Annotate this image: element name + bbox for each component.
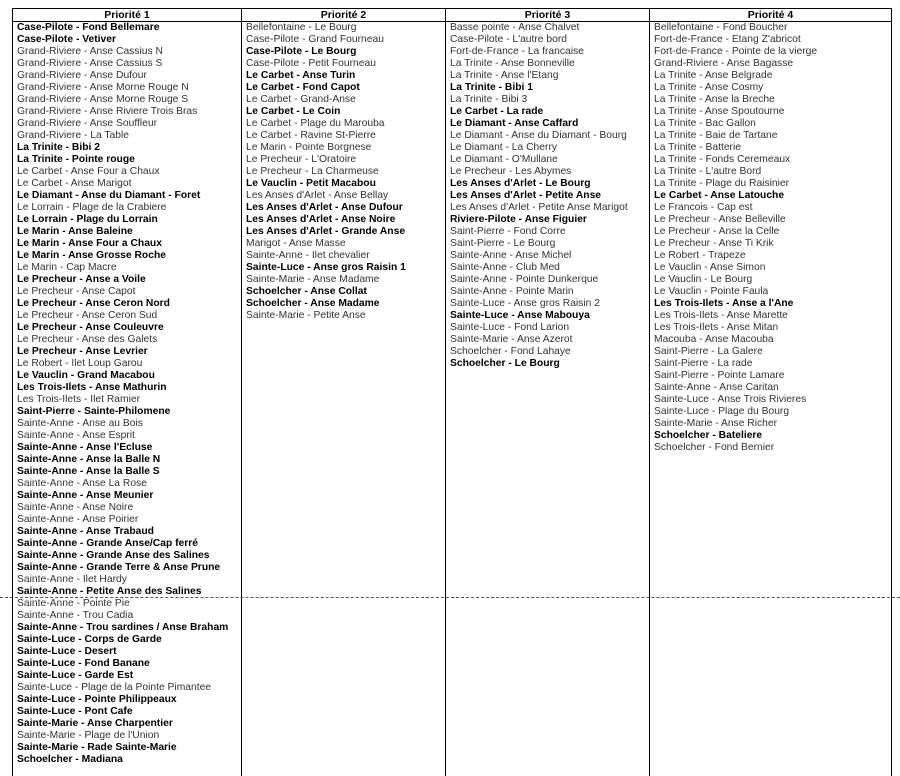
table-cell[interactable]: Saint-Pierre - Fond Corre: [450, 226, 566, 237]
table-cell[interactable]: Grand-Riviere - Anse Cassius N: [17, 46, 163, 57]
table-cell[interactable]: Case-Pilote - Fond Bellemare: [17, 22, 160, 33]
table-cell[interactable]: La Trinite - Baie de Tartane: [654, 130, 778, 141]
table-cell[interactable]: Le Francois - Cap est: [654, 202, 753, 213]
table-cell[interactable]: La Trinite - Anse Bonneville: [450, 58, 575, 69]
table-cell[interactable]: Case-Pilote - Vetiver: [17, 34, 117, 45]
table-cell[interactable]: Le Marin - Pointe Borgnese: [246, 142, 372, 153]
table-cell[interactable]: Le Vauclin - Pointe Faula: [654, 286, 769, 297]
table-cell[interactable]: Le Precheur - Anse Ceron Sud: [17, 310, 158, 321]
table-cell[interactable]: Sainte-Luce - Plage du Bourg: [654, 406, 790, 417]
table-cell[interactable]: Grand-Riviere - Anse Dufour: [17, 70, 147, 81]
table-cell[interactable]: Sainte-Anne - Anse Poirier: [17, 514, 139, 525]
table-cell[interactable]: Les Trois-Ilets - Anse a l'Ane: [654, 298, 794, 309]
table-cell[interactable]: Sainte-Luce - Desert: [17, 646, 117, 657]
table-cell[interactable]: Sainte-Luce - Fond Larion: [450, 322, 570, 333]
table-cell[interactable]: Le Carbet - Anse Marigot: [17, 178, 132, 189]
table-cell[interactable]: Grand-Riviere - Anse Morne Rouge S: [17, 94, 189, 105]
table-cell[interactable]: Sainte-Marie - Plage de l'Union: [17, 730, 160, 741]
table-cell[interactable]: Sainte-Marie - Anse Azerot: [450, 334, 573, 345]
table-cell[interactable]: La Trinite - Anse Belgrade: [654, 70, 773, 81]
table-cell[interactable]: Le Vauclin - Grand Macabou: [17, 370, 155, 381]
table-cell[interactable]: Sainte-Anne - Anse au Bois: [17, 418, 143, 429]
table-cell[interactable]: Le Carbet - Grand-Anse: [246, 94, 356, 105]
table-cell[interactable]: Les Trois-Ilets - Anse Marette: [654, 310, 788, 321]
table-cell[interactable]: Case-Pilote - Grand Fourneau: [246, 34, 384, 45]
table-cell[interactable]: Le Lorrain - Plage de la Crabiere: [17, 202, 167, 213]
table-cell[interactable]: Sainte-Anne - Grande Anse/Cap ferré: [17, 538, 198, 549]
table-cell[interactable]: Sainte-Anne - Anse Meunier: [17, 490, 154, 501]
table-cell[interactable]: Riviere-Pilote - Anse Figuier: [450, 214, 587, 225]
table-cell[interactable]: Le Carbet - Anse Turin: [246, 70, 356, 81]
table-cell[interactable]: Le Precheur - Anse Belleville: [654, 214, 786, 225]
table-cell[interactable]: Le Precheur - Anse Levrier: [17, 346, 148, 357]
column-priorite-1: [13, 22, 241, 766]
table-cell[interactable]: Le Precheur - Anse Couleuvre: [17, 322, 164, 333]
table-cell[interactable]: Fort-de-France - Pointe de la vierge: [654, 46, 818, 57]
table-cell[interactable]: Le Marin - Cap Macre: [17, 262, 117, 273]
table-cell[interactable]: Sainte-Luce - Corps de Garde: [17, 634, 162, 645]
table-cell[interactable]: Sainte-Marie - Anse Madame: [246, 274, 380, 285]
table-cell[interactable]: La Trinite - Anse Spoutourne: [654, 106, 785, 117]
table-cell[interactable]: Le Marin - Anse Baleine: [17, 226, 133, 237]
table-cell[interactable]: Sainte-Luce - Anse gros Raisin 1: [246, 262, 406, 273]
table-cell[interactable]: Le Diamant - Anse du Diamant - Bourg: [450, 130, 627, 141]
table-cell[interactable]: Sainte-Luce - Plage de la Pointe Pimantee: [17, 682, 212, 693]
table-cell[interactable]: Les Trois-Ilets - Anse Mathurin: [17, 382, 167, 393]
table-cell[interactable]: Schoelcher - Anse Madame: [246, 298, 380, 309]
table-cell[interactable]: Schoelcher - Fond Bernier: [654, 442, 775, 453]
table-cell[interactable]: La Trinite - Bibi 3: [450, 94, 528, 105]
table-cell[interactable]: La Trinite - Plage du Raisinier: [654, 178, 790, 189]
table-cell[interactable]: Sainte-Luce - Pointe Philippeaux: [17, 694, 177, 705]
table-cell[interactable]: La Trinite - Pointe rouge: [17, 154, 135, 165]
table-cell[interactable]: Sainte-Anne - Anse Esprit: [17, 430, 135, 441]
table-cell[interactable]: Le Precheur - Les Abymes: [450, 166, 572, 177]
table-cell[interactable]: Saint-Pierre - Sainte-Philomene: [17, 406, 171, 417]
table-cell[interactable]: Basse pointe - Anse Chalvet: [450, 22, 580, 33]
table-cell[interactable]: Sainte-Anne - Anse la Balle N: [17, 454, 161, 465]
column-priorite-3: [446, 22, 649, 370]
table-cell[interactable]: Le Diamant - La Cherry: [450, 142, 558, 153]
table-cell[interactable]: Grand-Riviere - Anse Riviere Trois Bras: [17, 106, 198, 117]
column-priorite-4: [650, 22, 891, 454]
table-cell[interactable]: Saint-Pierre - La rade: [654, 358, 753, 369]
grid-line-5: [891, 8, 892, 776]
table-cell[interactable]: Le Precheur - L'Oratoire: [246, 154, 357, 165]
table-cell[interactable]: Sainte-Marie - Rade Sainte-Marie: [17, 742, 177, 753]
table-cell[interactable]: Grand-Riviere - Anse Bagasse: [654, 58, 794, 69]
table-cell[interactable]: Le Robert - Ilet Loup Garou: [17, 358, 143, 369]
table-cell[interactable]: Sainte-Luce - Anse Mabouya: [450, 310, 590, 321]
table-cell[interactable]: Le Precheur - Anse a Voile: [17, 274, 146, 285]
table-cell[interactable]: Le Robert - Trapeze: [654, 250, 746, 261]
table-cell[interactable]: Fort-de-France - La francaise: [450, 46, 584, 57]
table-cell[interactable]: Les Anses d'Arlet - Anse Noire: [246, 214, 396, 225]
table-cell[interactable]: Les Anses d'Arlet - Petite Anse: [450, 190, 602, 201]
table-cell[interactable]: Le Carbet - La rade: [450, 106, 544, 117]
table-cell[interactable]: Le Carbet - Le Coin: [246, 106, 341, 117]
table-cell[interactable]: Sainte-Anne - Pointe Dunkerque: [450, 274, 599, 285]
table-cell[interactable]: Schoelcher - Anse Collat: [246, 286, 367, 297]
table-cell[interactable]: Sainte-Marie - Petite Anse: [246, 310, 366, 321]
table-cell[interactable]: Case-Pilote - L'autre bord: [450, 34, 568, 45]
table-cell[interactable]: Schoelcher - Le Bourg: [450, 358, 560, 369]
table-cell[interactable]: Le Carbet - Plage du Marouba: [246, 118, 385, 129]
table-cell[interactable]: Sainte-Anne - Ilet Hardy: [17, 574, 127, 585]
header-priorite-3[interactable]: Priorité 3: [524, 9, 571, 21]
table-cell[interactable]: Bellefontaine - Fond Boucher: [654, 22, 788, 33]
table-cell[interactable]: Les Anses d'Arlet - Anse Bellay: [246, 190, 389, 201]
table-cell[interactable]: Sainte-Anne - Petite Anse des Salines: [17, 586, 202, 597]
table-cell[interactable]: La Trinite - Anse Cosmy: [654, 82, 764, 93]
table-cell[interactable]: Sainte-Anne - Trou sardines / Anse Braham: [17, 622, 229, 633]
table-cell[interactable]: Le Precheur - Anse la Celle: [654, 226, 780, 237]
table-cell[interactable]: Les Anses d'Arlet - Grande Anse: [246, 226, 406, 237]
table-cell[interactable]: La Trinite - Fonds Ceremeaux: [654, 154, 791, 165]
table-cell[interactable]: Saint-Pierre - Le Bourg: [450, 238, 556, 249]
table-cell[interactable]: Schoelcher - Bateliere: [654, 430, 763, 441]
table-cell[interactable]: Sainte-Anne - Club Med: [450, 262, 560, 273]
table-cell[interactable]: Sainte-Anne - Anse Michel: [450, 250, 572, 261]
table-cell[interactable]: Sainte-Anne - Pointe Pie: [17, 598, 130, 609]
table-cell[interactable]: Bellefontaine - Le Bourg: [246, 22, 357, 33]
table-cell[interactable]: La Trinite - Bibi 1: [450, 82, 533, 93]
table-cell[interactable]: Fort-de-France - Etang Z'abricot: [654, 34, 801, 45]
table-cell[interactable]: Le Carbet - Anse Four a Chaux: [17, 166, 160, 177]
table-cell[interactable]: Sainte-Luce - Garde Est: [17, 670, 134, 681]
table-cell[interactable]: Sainte-Anne - Anse Noire: [17, 502, 134, 513]
table-cell[interactable]: Saint-Pierre - Pointe Lamare: [654, 370, 785, 381]
table-cell[interactable]: Les Anses d'Arlet - Le Bourg: [450, 178, 591, 189]
header-priorite-4[interactable]: Priorité 4: [747, 9, 794, 21]
table-cell[interactable]: Le Vauclin - Petit Macabou: [246, 178, 376, 189]
table-cell[interactable]: Case-Pilote - Le Bourg: [246, 46, 357, 57]
table-cell[interactable]: Le Diamant - O'Mullane: [450, 154, 558, 165]
table-cell[interactable]: Sainte-Marie - Anse Charpentier: [17, 718, 173, 729]
table-cell[interactable]: Sainte-Anne - Anse Trabaud: [17, 526, 154, 537]
table-cell[interactable]: La Trinite - Bac Gallon: [654, 118, 756, 129]
table-cell[interactable]: La Trinite - Anse l'Etang: [450, 70, 559, 81]
table-cell[interactable]: Le Precheur - Anse Capot: [17, 286, 136, 297]
table-cell[interactable]: Sainte-Luce - Fond Banane: [17, 658, 150, 669]
table-cell[interactable]: Le Precheur - Anse Ceron Nord: [17, 298, 170, 309]
table-cell[interactable]: Sainte-Anne - Grande Anse des Salines: [17, 550, 210, 561]
table-cell[interactable]: La Trinite - Anse la Breche: [654, 94, 775, 105]
table-cell[interactable]: Sainte-Anne - Pointe Marin: [450, 286, 574, 297]
table-cell[interactable]: Le Carbet - Fond Capot: [246, 82, 360, 93]
table-cell[interactable]: Sainte-Marie - Anse Richer: [654, 418, 778, 429]
table-cell[interactable]: Le Precheur - Anse des Galets: [17, 334, 158, 345]
table-cell[interactable]: Le Precheur - Anse Ti Krik: [654, 238, 774, 249]
table-cell[interactable]: Sainte-Luce - Anse Trois Rivieres: [654, 394, 807, 405]
table-cell[interactable]: La Trinite - Batterie: [654, 142, 741, 153]
table-cell[interactable]: Schoelcher - Madiana: [17, 754, 123, 765]
table-cell[interactable]: Saint-Pierre - La Galere: [654, 346, 763, 357]
table-cell[interactable]: Sainte-Anne - Ilet chevalier: [246, 250, 370, 261]
table-cell[interactable]: Macouba - Anse Macouba: [654, 334, 774, 345]
table-cell[interactable]: Les Anses d'Arlet - Anse Dufour: [246, 202, 403, 213]
table-cell[interactable]: Le Carbet - Ravine St-Pierre: [246, 130, 376, 141]
table-cell[interactable]: Marigot - Anse Masse: [246, 238, 346, 249]
table-cell[interactable]: Le Diamant - Anse Caffard: [450, 118, 579, 129]
column-priorite-2: [242, 22, 445, 322]
table-cell[interactable]: Sainte-Anne - Grande Terre & Anse Prune: [17, 562, 221, 573]
table-cell[interactable]: Le Carbet - Anse Latouche: [654, 190, 785, 201]
table-cell[interactable]: Sainte-Luce - Pont Cafe: [17, 706, 133, 717]
table-cell[interactable]: Le Lorrain - Plage du Lorrain: [17, 214, 158, 225]
table-cell[interactable]: Sainte-Anne - Anse la Balle S: [17, 466, 160, 477]
table-cell[interactable]: Les Anses d'Arlet - Petite Anse Marigot: [450, 202, 628, 213]
table-cell[interactable]: Sainte-Anne - Trou Cadia: [17, 610, 134, 621]
table-cell[interactable]: Sainte-Anne - Anse Caritan: [654, 382, 779, 393]
table-cell[interactable]: Le Diamant - Anse du Diamant - Foret: [17, 190, 201, 201]
table-cell[interactable]: Le Marin - Anse Grosse Roche: [17, 250, 166, 261]
table-cell[interactable]: Schoelcher - Fond Lahaye: [450, 346, 571, 357]
table-cell[interactable]: Grand-Riviere - Anse Cassius S: [17, 58, 163, 69]
table-cell[interactable]: La Trinite - L'autre Bord: [654, 166, 762, 177]
table-cell[interactable]: Le Marin - Anse Four a Chaux: [17, 238, 162, 249]
table-cell[interactable]: La Trinite - Bibi 2: [17, 142, 100, 153]
table-cell[interactable]: Le Vauclin - Anse Simon: [654, 262, 766, 273]
table-cell[interactable]: Le Precheur - La Charmeuse: [246, 166, 379, 177]
table-cell[interactable]: Grand-Riviere - Anse Souffleur: [17, 118, 158, 129]
table-cell[interactable]: Les Trois-Ilets - Ilet Ramier: [17, 394, 141, 405]
table-cell[interactable]: Grand-Riviere - Anse Morne Rouge N: [17, 82, 189, 93]
table-cell[interactable]: Les Trois-Ilets - Anse Mitan: [654, 322, 779, 333]
table-cell[interactable]: Grand-Riviere - La Table: [17, 130, 129, 141]
table-cell[interactable]: Case-Pilote - Petit Fourneau: [246, 58, 376, 69]
table-cell[interactable]: Sainte-Luce - Anse gros Raisin 2: [450, 298, 600, 309]
header-priorite-1[interactable]: Priorité 1: [104, 9, 150, 21]
table-cell[interactable]: Sainte-Anne - Anse La Rose: [17, 478, 147, 489]
header-priorite-2[interactable]: Priorité 2: [320, 9, 367, 21]
table-cell[interactable]: Sainte-Anne - Anse l'Ecluse: [17, 442, 153, 453]
table-cell[interactable]: Le Vauclin - Le Bourg: [654, 274, 753, 285]
